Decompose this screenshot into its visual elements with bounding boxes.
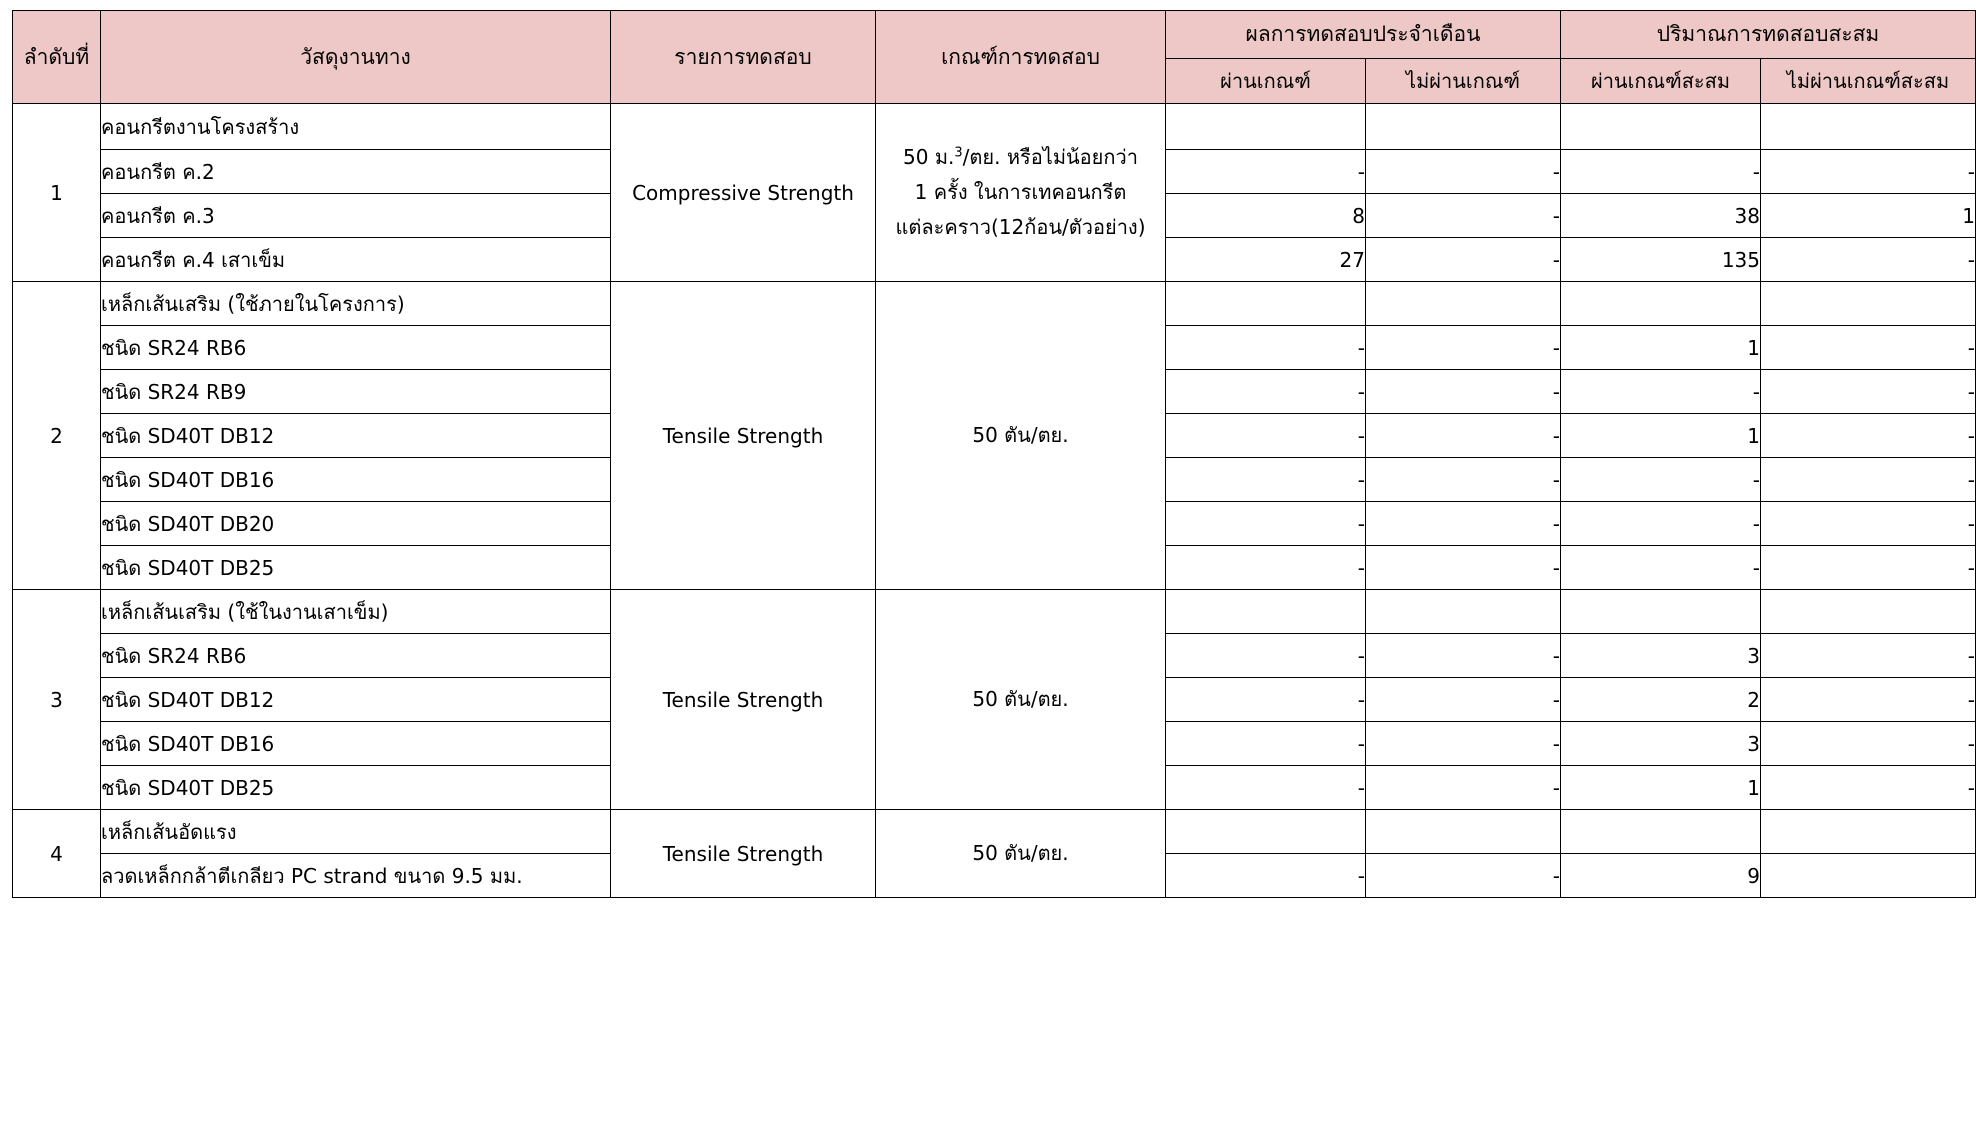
cell-cum-fail: -	[1761, 326, 1976, 370]
cell-monthly-pass	[1166, 104, 1366, 150]
cell-monthly-fail	[1366, 104, 1561, 150]
cell-material: คอนกรีต ค.4 เสาเข็ม	[101, 238, 611, 282]
cell-cum-fail: -	[1761, 502, 1976, 546]
cell-monthly-fail: -	[1366, 722, 1561, 766]
cell-monthly-pass: -	[1166, 502, 1366, 546]
cell-cum-pass: 38	[1561, 194, 1761, 238]
table-row	[13, 282, 1976, 326]
header-monthly-fail: ไม่ผ่านเกณฑ์	[1366, 59, 1561, 104]
header-no: ลำดับที่	[13, 11, 101, 104]
table-header	[13, 11, 1976, 104]
cell-cum-pass	[1561, 282, 1761, 326]
cell-material: ชนิด SD40T DB16	[101, 722, 611, 766]
cell-criteria: 50 ตัน/ตย.	[876, 810, 1166, 898]
cell-monthly-pass: 8	[1166, 194, 1366, 238]
criteria-line-3: แต่ละคราว(12ก้อน/ตัวอย่าง)	[895, 215, 1146, 239]
cell-cum-pass: 1	[1561, 766, 1761, 810]
cell-monthly-pass: -	[1166, 722, 1366, 766]
cell-cum-pass	[1561, 104, 1761, 150]
cell-monthly-fail: -	[1366, 546, 1561, 590]
cell-test-item: Tensile Strength	[611, 590, 876, 810]
material-test-summary-table	[12, 10, 1976, 898]
cell-material: ชนิด SD40T DB12	[101, 678, 611, 722]
cell-material: ชนิด SR24 RB6	[101, 634, 611, 678]
cell-material-title: เหล็กเส้นอัดแรง	[101, 810, 611, 854]
cell-cum-pass	[1561, 810, 1761, 854]
cell-cum-fail	[1761, 104, 1976, 150]
cell-material: ชนิด SD40T DB25	[101, 546, 611, 590]
cell-monthly-pass: -	[1166, 458, 1366, 502]
header-monthly-pass: ผ่านเกณฑ์	[1166, 59, 1366, 104]
cell-cum-fail	[1761, 810, 1976, 854]
header-test-item: รายการทดสอบ	[611, 11, 876, 104]
cell-monthly-pass: -	[1166, 546, 1366, 590]
cell-monthly-fail: -	[1366, 678, 1561, 722]
criteria-line-1: 50 ม.$^3$/ตย. หรือไม่น้อยกว่า	[903, 145, 1138, 169]
header-criteria: เกณฑ์การทดสอบ	[876, 11, 1166, 104]
cell-material: ชนิด SD40T DB16	[101, 458, 611, 502]
cell-material: ชนิด SR24 RB9	[101, 370, 611, 414]
cell-material: ชนิด SD40T DB20	[101, 502, 611, 546]
cell-cum-fail: 1	[1761, 194, 1976, 238]
cell-monthly-pass: -	[1166, 414, 1366, 458]
table-row	[13, 104, 1976, 150]
header-cumulative-pass: ผ่านเกณฑ์สะสม	[1561, 59, 1761, 104]
cell-monthly-fail: -	[1366, 414, 1561, 458]
cell-monthly-pass: 27	[1166, 238, 1366, 282]
cell-monthly-fail: -	[1366, 634, 1561, 678]
cell-monthly-fail: -	[1366, 238, 1561, 282]
cell-cum-fail: -	[1761, 722, 1976, 766]
cell-criteria	[876, 104, 1166, 282]
cell-no: 2	[13, 282, 101, 590]
header-material: วัสดุงานทาง	[101, 11, 611, 104]
cell-cum-fail: -	[1761, 766, 1976, 810]
cell-material-title: เหล็กเส้นเสริม (ใช้ในงานเสาเข็ม)	[101, 590, 611, 634]
cell-cum-pass: 3	[1561, 722, 1761, 766]
cell-cum-fail: -	[1761, 546, 1976, 590]
cell-cum-pass: 2	[1561, 678, 1761, 722]
cell-test-item: Compressive Strength	[611, 104, 876, 282]
cell-material: คอนกรีต ค.3	[101, 194, 611, 238]
cell-cum-fail	[1761, 590, 1976, 634]
cell-monthly-pass: -	[1166, 326, 1366, 370]
cell-cum-fail: -	[1761, 238, 1976, 282]
cell-criteria: 50 ตัน/ตย.	[876, 282, 1166, 590]
cell-material: ชนิด SD40T DB25	[101, 766, 611, 810]
cell-monthly-fail	[1366, 590, 1561, 634]
cell-material: ชนิด SR24 RB6	[101, 326, 611, 370]
cell-criteria: 50 ตัน/ตย.	[876, 590, 1166, 810]
cell-test-item: Tensile Strength	[611, 282, 876, 590]
cell-cum-pass: -	[1561, 370, 1761, 414]
cell-monthly-fail: -	[1366, 370, 1561, 414]
header-cumulative-group: ปริมาณการทดสอบสะสม	[1561, 11, 1976, 59]
cell-material: คอนกรีต ค.2	[101, 150, 611, 194]
cell-test-item: Tensile Strength	[611, 810, 876, 898]
cell-material-title: คอนกรีตงานโครงสร้าง	[101, 104, 611, 150]
cell-no: 4	[13, 810, 101, 898]
cell-material: ลวดเหล็กกล้าตีเกลียว PC strand ขนาด 9.5 มม.	[101, 854, 611, 898]
cell-cum-fail: -	[1761, 150, 1976, 194]
cell-material: ชนิด SD40T DB12	[101, 414, 611, 458]
table-body	[13, 104, 1976, 898]
cell-monthly-fail: -	[1366, 854, 1561, 898]
cell-cum-pass: 135	[1561, 238, 1761, 282]
cell-monthly-fail: -	[1366, 194, 1561, 238]
cell-monthly-pass: -	[1166, 370, 1366, 414]
cell-cum-fail: -	[1761, 678, 1976, 722]
cell-monthly-fail: -	[1366, 766, 1561, 810]
cell-cum-pass: 1	[1561, 414, 1761, 458]
cell-cum-fail: -	[1761, 634, 1976, 678]
cell-no: 3	[13, 590, 101, 810]
cell-monthly-fail: -	[1366, 502, 1561, 546]
cell-monthly-pass: -	[1166, 634, 1366, 678]
cell-no: 1	[13, 104, 101, 282]
cell-monthly-fail: -	[1366, 326, 1561, 370]
cell-monthly-pass	[1166, 282, 1366, 326]
cell-monthly-pass: -	[1166, 766, 1366, 810]
cell-cum-pass: -	[1561, 502, 1761, 546]
cell-cum-pass: -	[1561, 150, 1761, 194]
table-row	[13, 810, 1976, 854]
cell-cum-pass	[1561, 590, 1761, 634]
cell-cum-pass: 9	[1561, 854, 1761, 898]
criteria-line-2: 1 ครั้ง ในการเทคอนกรีต	[914, 180, 1127, 204]
cell-monthly-fail	[1366, 282, 1561, 326]
cell-monthly-pass	[1166, 590, 1366, 634]
cell-cum-pass: 3	[1561, 634, 1761, 678]
cell-cum-fail	[1761, 282, 1976, 326]
cell-monthly-pass: -	[1166, 678, 1366, 722]
header-monthly-group: ผลการทดสอบประจำเดือน	[1166, 11, 1561, 59]
cell-monthly-fail: -	[1366, 458, 1561, 502]
cell-cum-fail: -	[1761, 414, 1976, 458]
cell-monthly-fail	[1366, 810, 1561, 854]
cell-cum-pass: -	[1561, 546, 1761, 590]
cell-monthly-fail: -	[1366, 150, 1561, 194]
cell-material-title: เหล็กเส้นเสริม (ใช้ภายในโครงการ)	[101, 282, 611, 326]
cell-cum-pass: -	[1561, 458, 1761, 502]
cell-cum-fail: -	[1761, 370, 1976, 414]
table-row	[13, 590, 1976, 634]
cell-cum-fail	[1761, 854, 1976, 898]
cell-monthly-pass	[1166, 810, 1366, 854]
cell-monthly-pass: -	[1166, 150, 1366, 194]
header-cumulative-fail: ไม่ผ่านเกณฑ์สะสม	[1761, 59, 1976, 104]
cell-monthly-pass: -	[1166, 854, 1366, 898]
cell-cum-fail: -	[1761, 458, 1976, 502]
cell-cum-pass: 1	[1561, 326, 1761, 370]
